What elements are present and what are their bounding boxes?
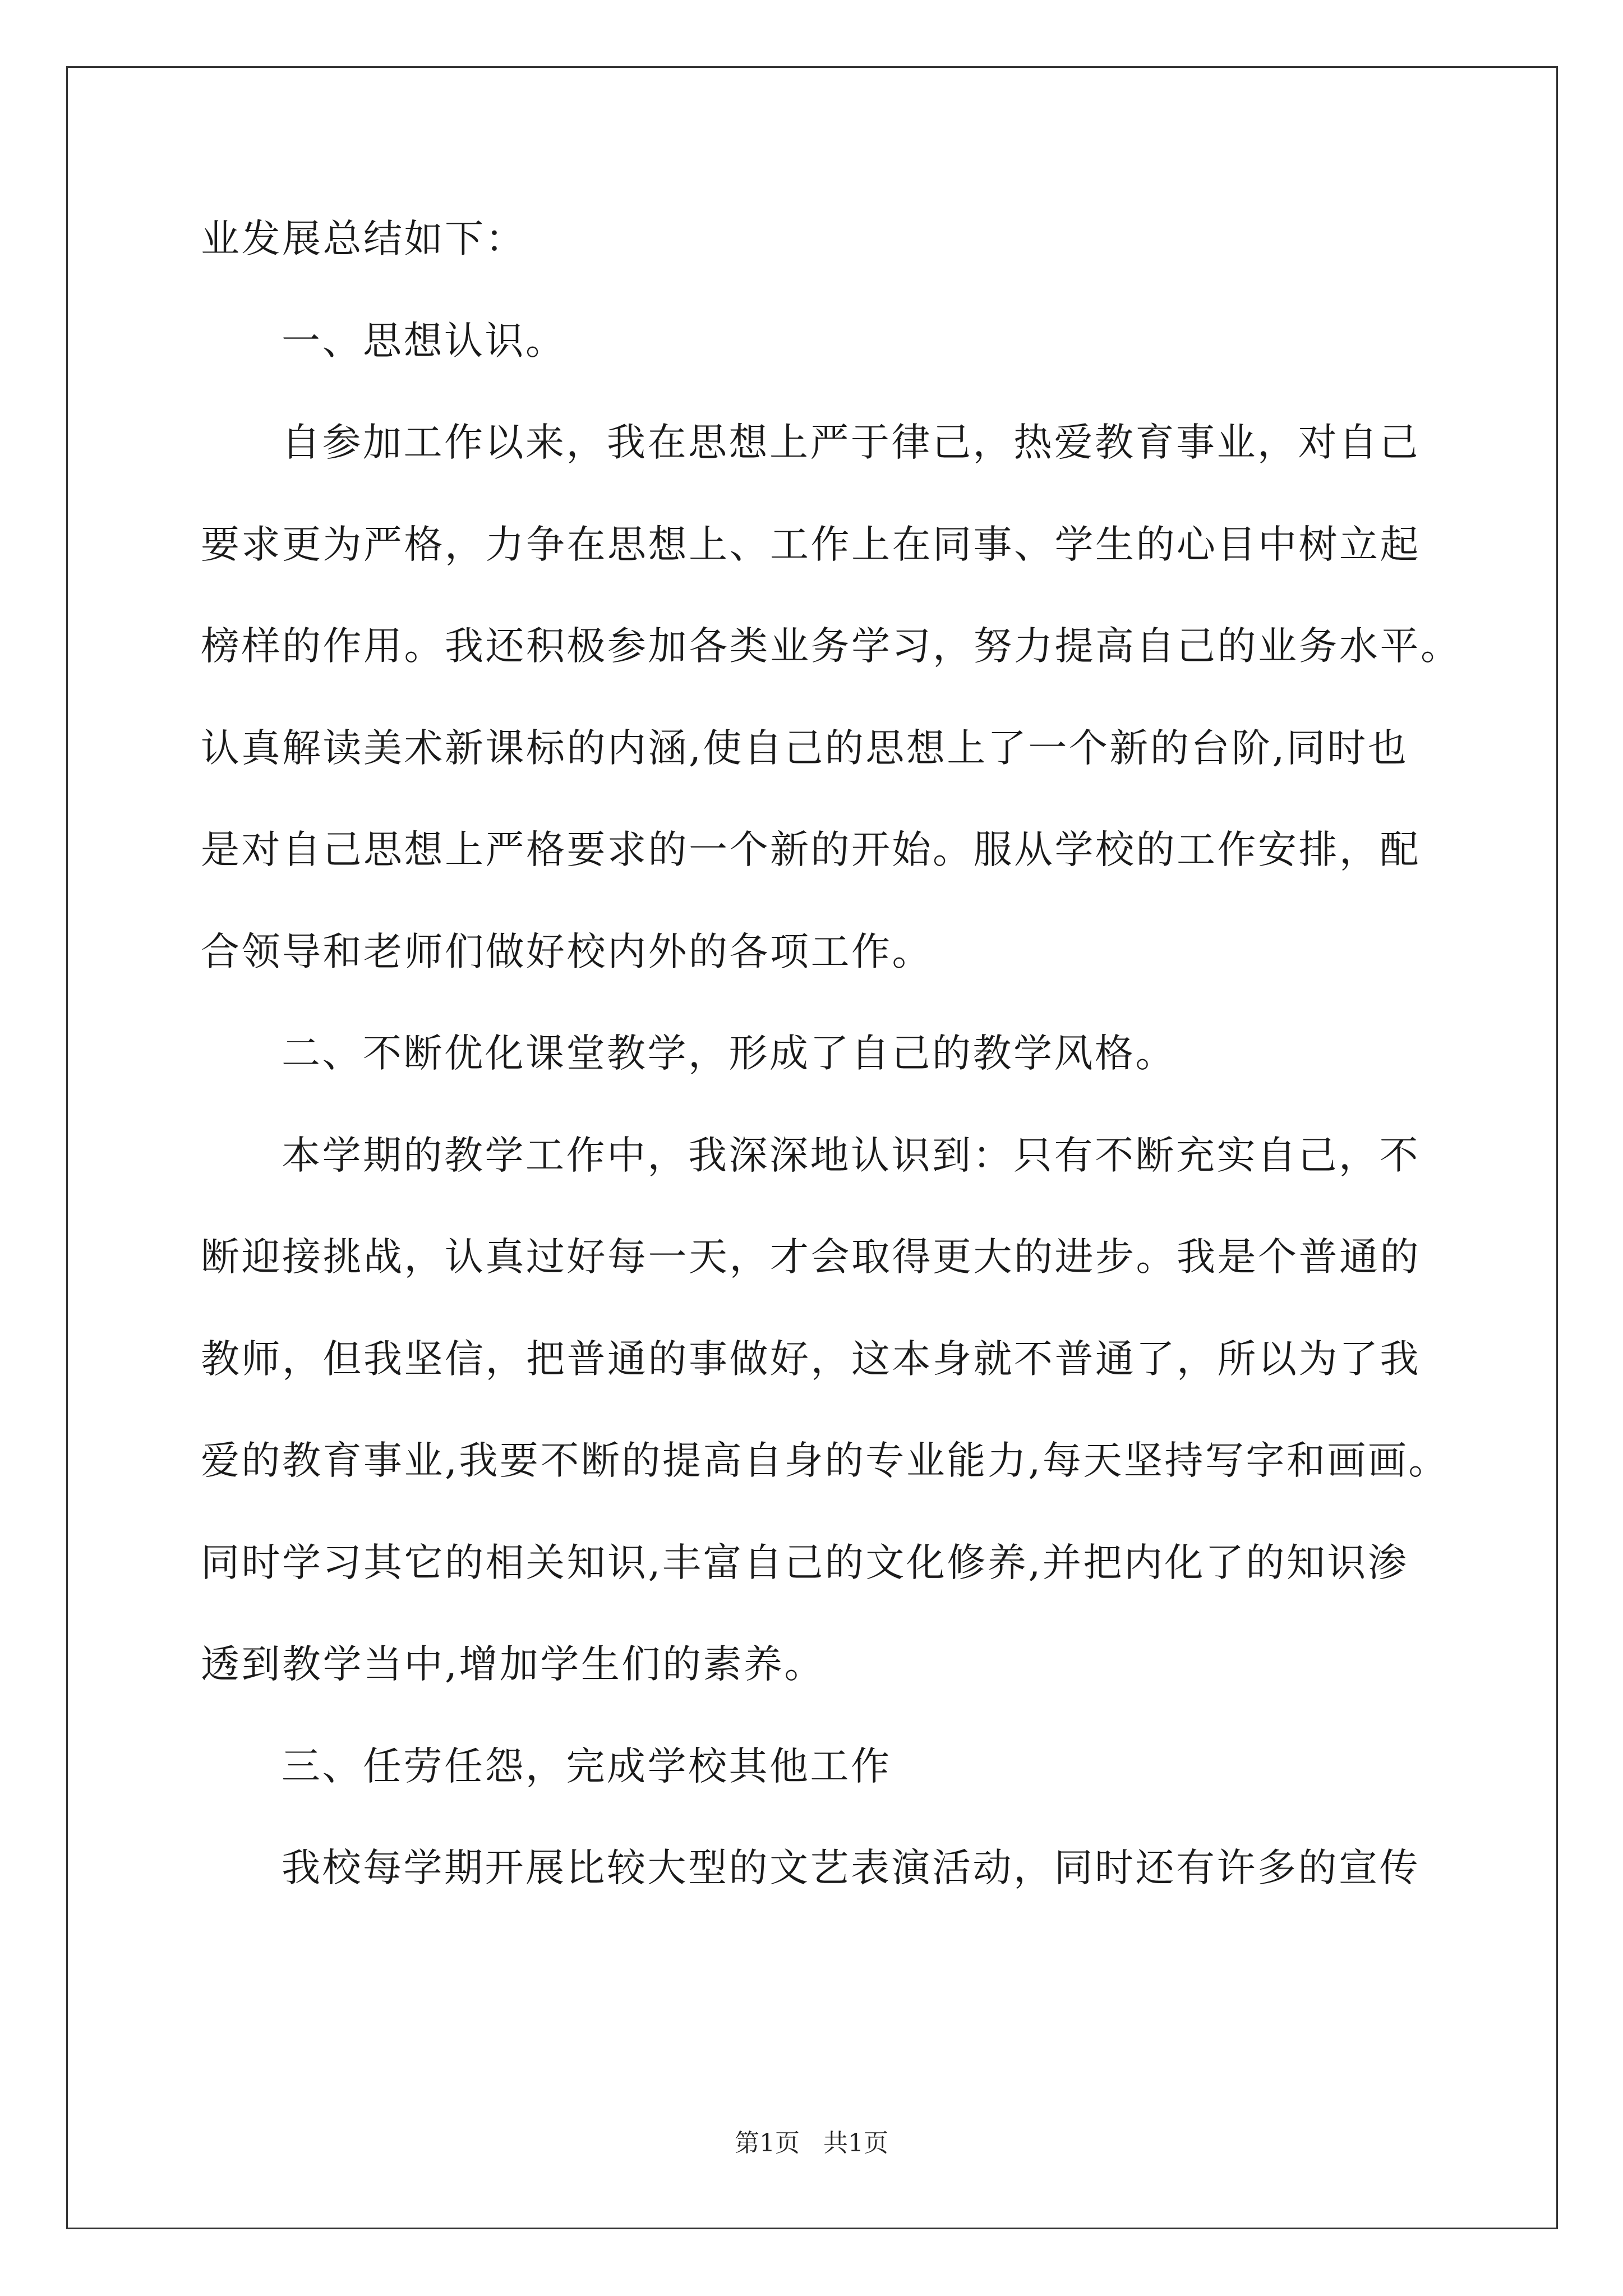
text-line: 本学期的教学工作中，我深深地认识到：只有不断充实自己，不 [282, 1133, 1420, 1178]
text-line: 要求更为严格，力争在思想上、工作上在同事、学生的心目中树立起 [201, 522, 1421, 567]
text-line: 透到教学当中,增加学生们的素养。 [201, 1642, 825, 1687]
text-line: 爱的教育事业,我要不断的提高自身的专业能力,每天坚持写字和画画。 [201, 1438, 1449, 1483]
text-line: 自参加工作以来，我在思想上严于律己，热爱教育事业，对自己 [282, 420, 1420, 465]
text-line: 教师，但我坚信，把普通的事做好，这本身就不普通了，所以为了我 [201, 1336, 1421, 1382]
text-line: 断迎接挑战，认真过好每一天，才会取得更大的进步。我是个普通的 [201, 1235, 1421, 1280]
text-line: 我校每学期开展比较大型的文艺表演活动，同时还有许多的宣传 [282, 1846, 1420, 1890]
text-line: 榜样的作用。我还积极参加各类业务学习，努力提高自己的业务水平。 [201, 624, 1461, 669]
text-line: 业发展总结如下： [201, 217, 526, 261]
text-line: 二、不断优化课堂教学，形成了自己的教学风格。 [282, 1031, 1176, 1076]
text-line: 同时学习其它的相关知识,丰富自己的文化修养,并把内化了的知识渗 [201, 1540, 1409, 1585]
text-line: 认真解读美术新课标的内涵,使自己的思想上了一个新的台阶,同时也 [201, 725, 1409, 771]
document-body [201, 217, 1461, 1951]
text-line: 合领导和老师们做好校内外的各项工作。 [201, 929, 933, 974]
page-footer: 第1页 共1页 [735, 2129, 888, 2157]
text-line: 是对自己思想上严格要求的一个新的开始。服从学校的工作安排，配 [201, 827, 1421, 872]
text-line: 一、思想认识。 [282, 318, 566, 364]
text-line: 三、任劳任怨，完成学校其他工作 [282, 1743, 892, 1789]
